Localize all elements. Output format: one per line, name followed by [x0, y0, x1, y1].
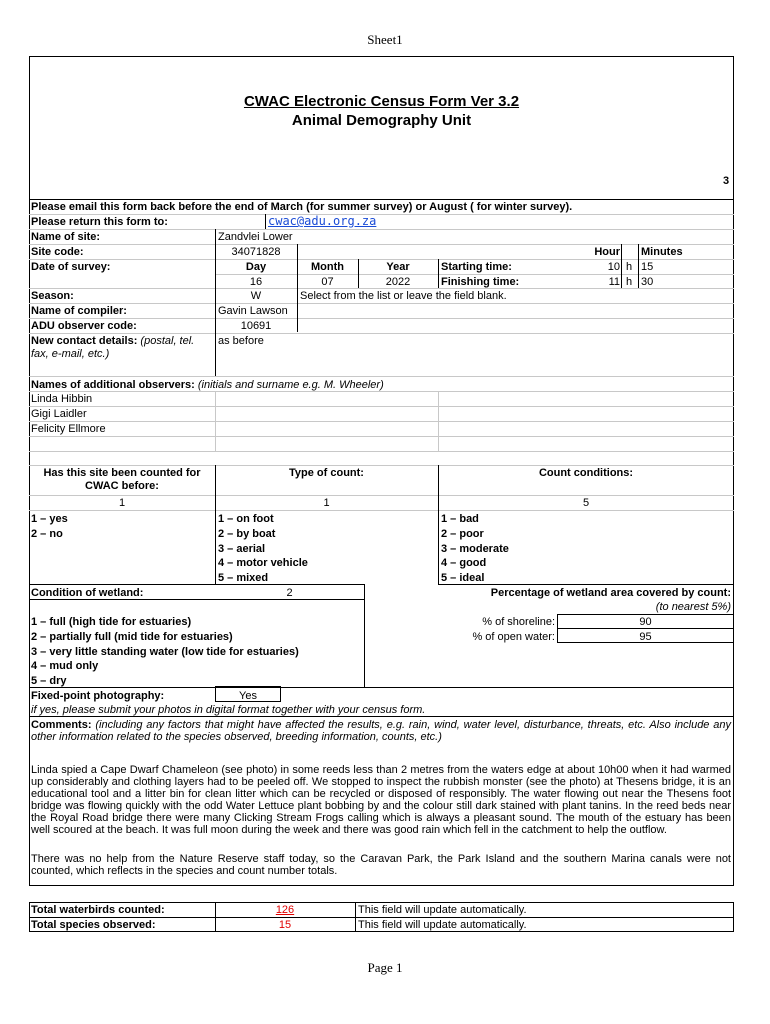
finish-time-label: Finishing time:	[441, 276, 520, 288]
compiler-field[interactable]: Gavin Lawson	[218, 305, 288, 317]
site-code-field[interactable]: 34071828	[231, 246, 281, 258]
option-item: 1 – yes	[31, 513, 68, 525]
start-time-label: Starting time:	[441, 261, 512, 273]
auto-note: This field will update automatically.	[358, 919, 527, 931]
wetland-field[interactable]: 2	[286, 587, 293, 599]
count-conditions-label: Count conditions:	[538, 467, 634, 479]
page-header: Sheet1	[367, 32, 403, 47]
month-field[interactable]: 07	[321, 276, 334, 288]
divider	[29, 303, 734, 304]
return-label: Please return this form to:	[31, 216, 168, 228]
date-label: Date of survey:	[31, 261, 111, 273]
divider	[364, 584, 365, 687]
divider	[29, 917, 734, 918]
divider	[215, 465, 216, 584]
corner-number: 3	[723, 175, 730, 187]
finish-min-field[interactable]: 30	[641, 276, 654, 288]
divider	[29, 406, 734, 407]
page-footer: Page 1	[367, 960, 403, 975]
total-birds-label: Total waterbirds counted:	[31, 904, 165, 916]
counted-before-field[interactable]: 1	[118, 497, 126, 509]
option-item: 5 – dry	[31, 675, 67, 687]
option-item: 3 – aerial	[218, 543, 266, 555]
pct-note: (to nearest 5%)	[655, 601, 731, 613]
hour-unit: h	[626, 276, 633, 288]
hour-unit: h	[626, 261, 633, 273]
shoreline-field[interactable]: 90	[639, 616, 652, 628]
season-note: Select from the list or leave the field blank.	[300, 290, 507, 302]
divider	[29, 214, 734, 215]
total-species-value: 15	[278, 919, 292, 931]
site-code-label: Site code:	[31, 246, 84, 258]
divider	[29, 259, 734, 260]
comments-note: (including any factors that might have affected the results, e.g. rain, wind, water level, disturbance, threats, etc. Also include any other information related to the species observed, breeding information, counts, etc.)	[31, 719, 731, 743]
contact-note-2: fax, e-mail, etc.)	[31, 348, 110, 360]
divider	[29, 436, 734, 437]
additional-observers-label: Names of additional observers:	[31, 379, 195, 391]
divider	[29, 244, 734, 245]
type-of-count-label: Type of count:	[289, 467, 364, 479]
option-item: 5 – mixed	[218, 572, 269, 584]
observer-name-field[interactable]: Felicity Ellmore	[31, 423, 106, 435]
day-field[interactable]: 16	[249, 276, 263, 288]
divider	[215, 274, 734, 275]
hour-header: Hour	[594, 246, 620, 258]
divider	[621, 244, 622, 288]
contact-note: (postal, tel.	[140, 335, 195, 347]
total-species-label: Total species observed:	[31, 919, 156, 931]
return-email-link[interactable]: cwac@adu.org.za	[268, 214, 377, 228]
contact-label: New contact details:	[31, 335, 138, 347]
observer-code-field[interactable]: 10691	[240, 320, 272, 332]
option-item: 1 – full (high tide for estuaries)	[31, 616, 192, 628]
divider	[29, 229, 734, 230]
site-name-label: Name of site:	[31, 231, 101, 243]
observer-name-field[interactable]: Gigi Laidler	[31, 408, 87, 420]
auto-note: This field will update automatically.	[358, 904, 527, 916]
month-header: Month	[311, 261, 344, 273]
option-item: 1 – bad	[441, 513, 479, 525]
divider	[438, 391, 439, 451]
start-hour-field[interactable]: 10	[607, 261, 620, 273]
divider	[438, 465, 439, 584]
season-label: Season:	[31, 290, 74, 302]
type-of-count-field[interactable]: 1	[323, 497, 330, 509]
divider	[355, 902, 356, 932]
start-min-field[interactable]: 15	[641, 261, 654, 273]
divider	[29, 465, 734, 466]
openwater-label: % of open water:	[472, 631, 555, 643]
divider	[29, 451, 734, 452]
minutes-header: Minutes	[641, 246, 683, 258]
divider	[29, 687, 734, 688]
option-item: 4 – mud only	[31, 660, 99, 672]
divider	[29, 199, 734, 200]
option-item: 1 – on foot	[218, 513, 274, 525]
divider	[29, 510, 734, 511]
option-item: 2 – by boat	[218, 528, 276, 540]
openwater-field[interactable]: 95	[639, 631, 652, 643]
photo-note: if yes, please submit your photos in digital format together with your census form.	[31, 704, 426, 716]
count-conditions-field[interactable]: 5	[582, 497, 590, 509]
option-item: 3 – very little standing water (low tide for estuaries)	[31, 646, 299, 658]
comments-label: Comments:	[31, 719, 92, 731]
wetland-label: Condition of wetland:	[31, 587, 144, 599]
photo-label: Fixed-point photography:	[31, 690, 165, 702]
site-name-field[interactable]: Zandvlei Lower	[218, 231, 293, 243]
divider	[29, 376, 734, 377]
compiler-label: Name of compiler:	[31, 305, 127, 317]
divider	[638, 244, 639, 288]
contact-field[interactable]: as before	[218, 335, 264, 347]
divider	[29, 584, 364, 585]
divider	[29, 421, 734, 422]
option-item: 4 – good	[441, 557, 487, 569]
observer-name-field[interactable]: Linda Hibbin	[31, 393, 93, 405]
day-header: Day	[245, 261, 267, 273]
divider	[438, 259, 439, 288]
form-title: CWAC Electronic Census Form Ver 3.2	[243, 93, 520, 110]
counted-before-label: Has this site been counted for	[43, 467, 201, 479]
comments-paragraph[interactable]: There was no help from the Nature Reserve staff today, so the Caravan Park, the Park Island and the southern Marina canals were not counted, which reflects in the species and count number totals.	[31, 853, 731, 877]
option-item: 2 – partially full (mid tide for estuaries)	[31, 631, 233, 643]
total-birds-value: 126	[275, 904, 295, 916]
season-select[interactable]: W	[250, 290, 262, 302]
form-subtitle: Animal Demography Unit	[291, 112, 472, 129]
additional-observers-note: (initials and surname e.g. M. Wheeler)	[197, 379, 384, 391]
email-notice: Please email this form back before the end of March (for summer survey) or August ( for winter survey).	[31, 201, 573, 213]
option-item: 2 – no	[31, 528, 63, 540]
option-item: 2 – poor	[441, 528, 484, 540]
comments-paragraph[interactable]: Linda spied a Cape Dwarf Chameleon (see photo) in some reeds less than 2 metres from the waters edge at about 10h00 when it had warmed up considerably and clothing layers had to be peeled off. We stopped to inspect the rubbish monster (see the photo) at Thesens bridge, it is an educational tool and a litter bin for clean litter which can be recycled or disposed of responsibly. The water flowing out near the Thesens foot bridge was flowing quickly with the odd Water Lettuce plant bobbing by and the colour still dark stained with plant tanins. In the reed beds near the Royal Road bridge there were many Clicking Stream Frogs calling which is always a pleasant sound. The mouth of the estuary has been well scoured at the beach. It was full moon during the week and there was good rain which fell in the catchment to help the outflow.	[31, 764, 731, 836]
photo-field[interactable]: Yes	[239, 690, 257, 702]
counted-before-label-2: CWAC before:	[85, 480, 159, 492]
option-item: 3 – moderate	[441, 543, 509, 555]
year-field[interactable]: 2022	[385, 276, 411, 288]
divider	[29, 318, 734, 319]
option-item: 4 – motor vehicle	[218, 557, 308, 569]
divider	[265, 214, 266, 229]
shoreline-label: % of shoreline:	[482, 616, 555, 628]
option-item: 5 – ideal	[441, 572, 485, 584]
year-header: Year	[386, 261, 410, 273]
divider	[215, 391, 216, 451]
divider	[29, 333, 734, 334]
observer-code-label: ADU observer code:	[31, 320, 137, 332]
pct-label: Percentage of wetland area covered by count:	[490, 587, 731, 599]
finish-hour-field[interactable]: 11	[608, 276, 620, 288]
divider	[29, 495, 734, 496]
